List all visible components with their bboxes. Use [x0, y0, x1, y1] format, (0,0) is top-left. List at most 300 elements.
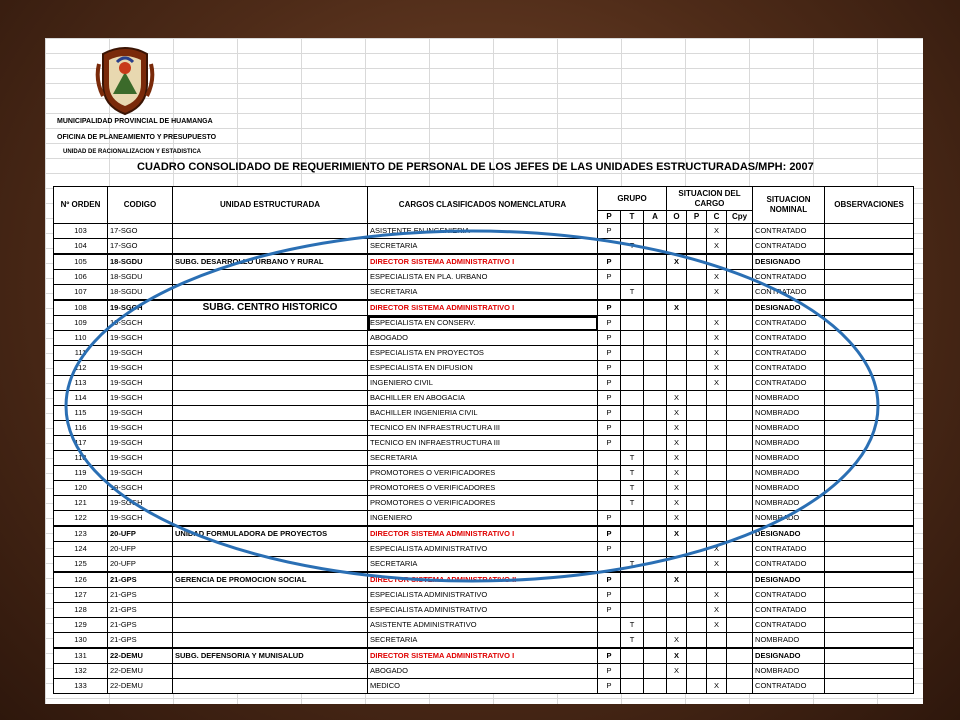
- cell-obs[interactable]: [825, 481, 914, 496]
- cell-codigo[interactable]: 19-SGCH: [108, 496, 173, 511]
- cell-sc[interactable]: [707, 664, 727, 679]
- cell-sc[interactable]: X: [707, 618, 727, 633]
- cell-obs[interactable]: [825, 588, 914, 603]
- cell-unidad[interactable]: [173, 239, 368, 255]
- cell-orden[interactable]: 119: [54, 466, 108, 481]
- cell-gt[interactable]: [621, 588, 644, 603]
- cell-orden[interactable]: 116: [54, 421, 108, 436]
- cell-orden[interactable]: 110: [54, 331, 108, 346]
- cell-unidad[interactable]: [173, 664, 368, 679]
- cell-scpy[interactable]: [727, 618, 753, 633]
- cell-unidad[interactable]: SUBG. CENTRO HISTORICO: [173, 300, 368, 316]
- cell-nominal[interactable]: CONTRATADO: [753, 618, 825, 633]
- cell-ga[interactable]: [644, 664, 667, 679]
- cell-so[interactable]: X: [667, 664, 687, 679]
- cell-codigo[interactable]: 21-GPS: [108, 588, 173, 603]
- cell-gt[interactable]: [621, 421, 644, 436]
- cell-sp[interactable]: [687, 300, 707, 316]
- cell-cargo[interactable]: ABOGADO: [368, 664, 598, 679]
- cell-orden[interactable]: 122: [54, 511, 108, 527]
- cell-scpy[interactable]: [727, 316, 753, 331]
- cell-gp[interactable]: P: [598, 542, 621, 557]
- cell-gp[interactable]: P: [598, 664, 621, 679]
- cell-scpy[interactable]: [727, 542, 753, 557]
- cell-orden[interactable]: 105: [54, 254, 108, 270]
- cell-codigo[interactable]: 19-SGCH: [108, 511, 173, 527]
- col-grupo-a[interactable]: A: [644, 211, 667, 224]
- cell-obs[interactable]: [825, 285, 914, 301]
- cell-orden[interactable]: 107: [54, 285, 108, 301]
- cell-cargo[interactable]: ABOGADO: [368, 331, 598, 346]
- cell-cargo[interactable]: INGENIERO CIVIL: [368, 376, 598, 391]
- cell-obs[interactable]: [825, 496, 914, 511]
- cell-unidad[interactable]: [173, 466, 368, 481]
- cell-gt[interactable]: T: [621, 451, 644, 466]
- cell-scpy[interactable]: [727, 224, 753, 239]
- cell-cargo[interactable]: DIRECTOR SISTEMA ADMINISTRATIVO I: [368, 648, 598, 664]
- cell-nominal[interactable]: DESIGNADO: [753, 254, 825, 270]
- cell-so[interactable]: X: [667, 496, 687, 511]
- cell-gt[interactable]: [621, 436, 644, 451]
- cell-unidad[interactable]: [173, 270, 368, 285]
- cell-ga[interactable]: [644, 361, 667, 376]
- cell-sp[interactable]: [687, 285, 707, 301]
- cell-gt[interactable]: [621, 526, 644, 542]
- cell-sp[interactable]: [687, 331, 707, 346]
- cell-nominal[interactable]: NOMBRADO: [753, 664, 825, 679]
- cell-orden[interactable]: 129: [54, 618, 108, 633]
- cell-cargo[interactable]: ASISTENTE EN INGENIERIA: [368, 224, 598, 239]
- cell-obs[interactable]: [825, 679, 914, 694]
- cell-unidad[interactable]: [173, 361, 368, 376]
- cell-so[interactable]: X: [667, 511, 687, 527]
- cell-cargo[interactable]: PROMOTORES O VERIFICADORES: [368, 466, 598, 481]
- cell-so[interactable]: [667, 618, 687, 633]
- cell-ga[interactable]: [644, 391, 667, 406]
- cell-codigo[interactable]: 19-SGCH: [108, 406, 173, 421]
- cell-gp[interactable]: P: [598, 526, 621, 542]
- cell-cargo[interactable]: DIRECTOR SISTEMA ADMINISTRATIVO I: [368, 526, 598, 542]
- cell-gp[interactable]: P: [598, 588, 621, 603]
- cell-orden[interactable]: 104: [54, 239, 108, 255]
- cell-codigo[interactable]: 20-UFP: [108, 557, 173, 573]
- cell-cargo[interactable]: PROMOTORES O VERIFICADORES: [368, 496, 598, 511]
- cell-sp[interactable]: [687, 436, 707, 451]
- cell-so[interactable]: [667, 679, 687, 694]
- cell-orden[interactable]: 106: [54, 270, 108, 285]
- cell-codigo[interactable]: 17-SGO: [108, 239, 173, 255]
- cell-scpy[interactable]: [727, 285, 753, 301]
- cell-unidad[interactable]: [173, 285, 368, 301]
- cell-nominal[interactable]: DESIGNADO: [753, 526, 825, 542]
- cell-ga[interactable]: [644, 557, 667, 573]
- cell-sp[interactable]: [687, 526, 707, 542]
- cell-sp[interactable]: [687, 406, 707, 421]
- col-grupo[interactable]: GRUPO: [598, 187, 667, 211]
- cell-sp[interactable]: [687, 270, 707, 285]
- cell-codigo[interactable]: 19-SGCH: [108, 361, 173, 376]
- cell-gp[interactable]: P: [598, 511, 621, 527]
- cell-codigo[interactable]: 19-SGCH: [108, 421, 173, 436]
- cell-obs[interactable]: [825, 542, 914, 557]
- cell-gt[interactable]: [621, 361, 644, 376]
- cell-so[interactable]: [667, 588, 687, 603]
- cell-gp[interactable]: [598, 496, 621, 511]
- cell-unidad[interactable]: SUBG. DEFENSORIA Y MUNISALUD: [173, 648, 368, 664]
- cell-gt[interactable]: [621, 224, 644, 239]
- cell-so[interactable]: [667, 361, 687, 376]
- cell-ga[interactable]: [644, 254, 667, 270]
- cell-scpy[interactable]: [727, 270, 753, 285]
- col-unidad[interactable]: UNIDAD ESTRUCTURADA: [173, 187, 368, 224]
- cell-scpy[interactable]: [727, 481, 753, 496]
- cell-sp[interactable]: [687, 664, 707, 679]
- cell-cargo[interactable]: BACHILLER INGENIERIA CIVIL: [368, 406, 598, 421]
- cell-sp[interactable]: [687, 511, 707, 527]
- cell-cargo[interactable]: SECRETARIA: [368, 239, 598, 255]
- cell-cargo[interactable]: DIRECTOR SISTEMA ADMINISTRATIVO II: [368, 572, 598, 588]
- cell-sc[interactable]: [707, 421, 727, 436]
- cell-orden[interactable]: 126: [54, 572, 108, 588]
- cell-so[interactable]: [667, 603, 687, 618]
- cell-codigo[interactable]: 20-UFP: [108, 526, 173, 542]
- cell-gt[interactable]: T: [621, 466, 644, 481]
- cell-cargo[interactable]: INGENIERO: [368, 511, 598, 527]
- cell-obs[interactable]: [825, 511, 914, 527]
- cell-sc[interactable]: [707, 648, 727, 664]
- cell-nominal[interactable]: NOMBRADO: [753, 633, 825, 649]
- cell-unidad[interactable]: [173, 618, 368, 633]
- cell-orden[interactable]: 117: [54, 436, 108, 451]
- cell-codigo[interactable]: 18-SGDU: [108, 285, 173, 301]
- cell-gp[interactable]: P: [598, 316, 621, 331]
- cell-gt[interactable]: [621, 648, 644, 664]
- cell-orden[interactable]: 113: [54, 376, 108, 391]
- cell-unidad[interactable]: GERENCIA DE PROMOCION SOCIAL: [173, 572, 368, 588]
- cell-cargo[interactable]: ESPECIALISTA EN PLA. URBANO: [368, 270, 598, 285]
- cell-ga[interactable]: [644, 239, 667, 255]
- cell-obs[interactable]: [825, 316, 914, 331]
- cell-nominal[interactable]: CONTRATADO: [753, 285, 825, 301]
- cell-sp[interactable]: [687, 421, 707, 436]
- cell-cargo[interactable]: ESPECIALISTA ADMINISTRATIVO: [368, 588, 598, 603]
- col-sit-c[interactable]: C: [707, 211, 727, 224]
- cell-codigo[interactable]: 21-GPS: [108, 633, 173, 649]
- cell-unidad[interactable]: [173, 224, 368, 239]
- cell-orden[interactable]: 124: [54, 542, 108, 557]
- cell-gt[interactable]: [621, 511, 644, 527]
- cell-sp[interactable]: [687, 451, 707, 466]
- cell-gp[interactable]: [598, 466, 621, 481]
- cell-orden[interactable]: 123: [54, 526, 108, 542]
- cell-obs[interactable]: [825, 346, 914, 361]
- cell-obs[interactable]: [825, 648, 914, 664]
- cell-cargo[interactable]: SECRETARIA: [368, 451, 598, 466]
- cell-cargo[interactable]: ESPECIALISTA EN PROYECTOS: [368, 346, 598, 361]
- cell-gp[interactable]: [598, 618, 621, 633]
- cell-unidad[interactable]: [173, 406, 368, 421]
- cell-scpy[interactable]: [727, 436, 753, 451]
- cell-sc[interactable]: X: [707, 376, 727, 391]
- cell-sc[interactable]: X: [707, 224, 727, 239]
- cell-so[interactable]: [667, 270, 687, 285]
- cell-sc[interactable]: X: [707, 557, 727, 573]
- cell-sp[interactable]: [687, 588, 707, 603]
- cell-nominal[interactable]: NOMBRADO: [753, 466, 825, 481]
- cell-so[interactable]: X: [667, 406, 687, 421]
- col-observaciones[interactable]: OBSERVACIONES: [825, 187, 914, 224]
- cell-sp[interactable]: [687, 481, 707, 496]
- cell-unidad[interactable]: [173, 391, 368, 406]
- col-situacion-nominal[interactable]: SITUACION NOMINAL: [753, 187, 825, 224]
- cell-unidad[interactable]: [173, 481, 368, 496]
- cell-sc[interactable]: [707, 466, 727, 481]
- cell-so[interactable]: X: [667, 436, 687, 451]
- cell-ga[interactable]: [644, 466, 667, 481]
- cell-sc[interactable]: X: [707, 346, 727, 361]
- cell-gt[interactable]: [621, 254, 644, 270]
- cell-orden[interactable]: 130: [54, 633, 108, 649]
- cell-obs[interactable]: [825, 436, 914, 451]
- cell-gp[interactable]: P: [598, 648, 621, 664]
- cell-gt[interactable]: T: [621, 496, 644, 511]
- cell-nominal[interactable]: CONTRATADO: [753, 270, 825, 285]
- cell-so[interactable]: X: [667, 254, 687, 270]
- cell-cargo[interactable]: SECRETARIA: [368, 557, 598, 573]
- cell-sc[interactable]: [707, 481, 727, 496]
- cell-codigo[interactable]: 20-UFP: [108, 542, 173, 557]
- cell-sp[interactable]: [687, 361, 707, 376]
- cell-cargo[interactable]: SECRETARIA: [368, 633, 598, 649]
- cell-so[interactable]: X: [667, 391, 687, 406]
- cell-gp[interactable]: [598, 239, 621, 255]
- cell-sc[interactable]: [707, 572, 727, 588]
- cell-so[interactable]: [667, 239, 687, 255]
- cell-gt[interactable]: [621, 331, 644, 346]
- cell-obs[interactable]: [825, 557, 914, 573]
- cell-nominal[interactable]: DESIGNADO: [753, 648, 825, 664]
- cell-sp[interactable]: [687, 466, 707, 481]
- cell-obs[interactable]: [825, 300, 914, 316]
- cell-sc[interactable]: X: [707, 331, 727, 346]
- cell-sc[interactable]: [707, 526, 727, 542]
- cell-gp[interactable]: P: [598, 421, 621, 436]
- cell-gp[interactable]: P: [598, 331, 621, 346]
- cell-obs[interactable]: [825, 254, 914, 270]
- cell-gt[interactable]: [621, 664, 644, 679]
- cell-obs[interactable]: [825, 391, 914, 406]
- cell-codigo[interactable]: 22-DEMU: [108, 664, 173, 679]
- cell-nominal[interactable]: NOMBRADO: [753, 481, 825, 496]
- cell-unidad[interactable]: SUBG. DESARROLLO URBANO Y RURAL: [173, 254, 368, 270]
- cell-ga[interactable]: [644, 421, 667, 436]
- cell-sp[interactable]: [687, 679, 707, 694]
- cell-cargo[interactable]: ESPECIALISTA EN DIFUSION: [368, 361, 598, 376]
- cell-cargo[interactable]: MEDICO: [368, 679, 598, 694]
- cell-sp[interactable]: [687, 618, 707, 633]
- cell-sc[interactable]: [707, 511, 727, 527]
- cell-cargo[interactable]: ESPECIALISTA EN CONSERV.: [368, 316, 598, 331]
- cell-nominal[interactable]: NOMBRADO: [753, 391, 825, 406]
- cell-gp[interactable]: P: [598, 270, 621, 285]
- cell-ga[interactable]: [644, 300, 667, 316]
- cell-so[interactable]: X: [667, 633, 687, 649]
- cell-ga[interactable]: [644, 285, 667, 301]
- cell-sc[interactable]: [707, 496, 727, 511]
- cell-ga[interactable]: [644, 436, 667, 451]
- cell-nominal[interactable]: NOMBRADO: [753, 421, 825, 436]
- cell-scpy[interactable]: [727, 511, 753, 527]
- cell-ga[interactable]: [644, 331, 667, 346]
- cell-ga[interactable]: [644, 496, 667, 511]
- cell-gp[interactable]: P: [598, 436, 621, 451]
- cell-obs[interactable]: [825, 618, 914, 633]
- cell-orden[interactable]: 118: [54, 451, 108, 466]
- cell-sc[interactable]: X: [707, 542, 727, 557]
- cell-ga[interactable]: [644, 451, 667, 466]
- cell-unidad[interactable]: [173, 588, 368, 603]
- cell-nominal[interactable]: CONTRATADO: [753, 542, 825, 557]
- cell-scpy[interactable]: [727, 239, 753, 255]
- cell-scpy[interactable]: [727, 346, 753, 361]
- cell-orden[interactable]: 120: [54, 481, 108, 496]
- cell-sp[interactable]: [687, 603, 707, 618]
- cell-unidad[interactable]: [173, 633, 368, 649]
- col-cargos[interactable]: CARGOS CLASIFICADOS NOMENCLATURA: [368, 187, 598, 224]
- cell-so[interactable]: X: [667, 481, 687, 496]
- col-sit-p[interactable]: P: [687, 211, 707, 224]
- cell-gp[interactable]: [598, 633, 621, 649]
- cell-scpy[interactable]: [727, 603, 753, 618]
- cell-sp[interactable]: [687, 633, 707, 649]
- col-grupo-t[interactable]: T: [621, 211, 644, 224]
- cell-sp[interactable]: [687, 542, 707, 557]
- col-grupo-p[interactable]: P: [598, 211, 621, 224]
- cell-orden[interactable]: 131: [54, 648, 108, 664]
- cell-obs[interactable]: [825, 331, 914, 346]
- cell-ga[interactable]: [644, 618, 667, 633]
- cell-codigo[interactable]: 19-SGCH: [108, 376, 173, 391]
- cell-cargo[interactable]: ESPECIALISTA ADMINISTRATIVO: [368, 603, 598, 618]
- cell-codigo[interactable]: 19-SGCH: [108, 316, 173, 331]
- cell-nominal[interactable]: DESIGNADO: [753, 572, 825, 588]
- cell-codigo[interactable]: 17-SGO: [108, 224, 173, 239]
- cell-ga[interactable]: [644, 526, 667, 542]
- cell-nominal[interactable]: CONTRATADO: [753, 239, 825, 255]
- cell-unidad[interactable]: [173, 331, 368, 346]
- cell-gp[interactable]: P: [598, 376, 621, 391]
- cell-codigo[interactable]: 19-SGCH: [108, 391, 173, 406]
- cell-so[interactable]: [667, 224, 687, 239]
- cell-sc[interactable]: X: [707, 588, 727, 603]
- cell-ga[interactable]: [644, 270, 667, 285]
- cell-gp[interactable]: P: [598, 603, 621, 618]
- cell-orden[interactable]: 128: [54, 603, 108, 618]
- cell-unidad[interactable]: [173, 679, 368, 694]
- cell-scpy[interactable]: [727, 588, 753, 603]
- cell-gt[interactable]: [621, 572, 644, 588]
- cell-so[interactable]: X: [667, 421, 687, 436]
- cell-obs[interactable]: [825, 376, 914, 391]
- cell-ga[interactable]: [644, 572, 667, 588]
- cell-sc[interactable]: [707, 391, 727, 406]
- cell-ga[interactable]: [644, 679, 667, 694]
- cell-nominal[interactable]: CONTRATADO: [753, 679, 825, 694]
- cell-sc[interactable]: X: [707, 361, 727, 376]
- cell-nominal[interactable]: NOMBRADO: [753, 496, 825, 511]
- cell-sc[interactable]: [707, 633, 727, 649]
- cell-orden[interactable]: 114: [54, 391, 108, 406]
- cell-gt[interactable]: T: [621, 618, 644, 633]
- cell-scpy[interactable]: [727, 406, 753, 421]
- cell-ga[interactable]: [644, 588, 667, 603]
- cell-obs[interactable]: [825, 361, 914, 376]
- cell-gt[interactable]: [621, 316, 644, 331]
- cell-codigo[interactable]: 19-SGCH: [108, 436, 173, 451]
- cell-ga[interactable]: [644, 376, 667, 391]
- cell-ga[interactable]: [644, 542, 667, 557]
- cell-gp[interactable]: [598, 481, 621, 496]
- cell-codigo[interactable]: 18-SGDU: [108, 254, 173, 270]
- cell-scpy[interactable]: [727, 391, 753, 406]
- cell-codigo[interactable]: 19-SGCH: [108, 300, 173, 316]
- cell-gt[interactable]: [621, 542, 644, 557]
- cell-unidad[interactable]: [173, 557, 368, 573]
- cell-orden[interactable]: 112: [54, 361, 108, 376]
- cell-nominal[interactable]: CONTRATADO: [753, 557, 825, 573]
- cell-obs[interactable]: [825, 633, 914, 649]
- cell-cargo[interactable]: ESPECIALISTA ADMINISTRATIVO: [368, 542, 598, 557]
- cell-obs[interactable]: [825, 572, 914, 588]
- cell-scpy[interactable]: [727, 466, 753, 481]
- cell-orden[interactable]: 115: [54, 406, 108, 421]
- cell-gp[interactable]: [598, 285, 621, 301]
- cell-sp[interactable]: [687, 557, 707, 573]
- cell-gt[interactable]: [621, 270, 644, 285]
- cell-gp[interactable]: P: [598, 254, 621, 270]
- cell-scpy[interactable]: [727, 633, 753, 649]
- cell-ga[interactable]: [644, 511, 667, 527]
- cell-scpy[interactable]: [727, 648, 753, 664]
- cell-so[interactable]: X: [667, 300, 687, 316]
- cell-obs[interactable]: [825, 451, 914, 466]
- cell-so[interactable]: [667, 542, 687, 557]
- cell-ga[interactable]: [644, 346, 667, 361]
- cell-cargo[interactable]: DIRECTOR SISTEMA ADMINISTRATIVO I: [368, 300, 598, 316]
- cell-obs[interactable]: [825, 664, 914, 679]
- cell-nominal[interactable]: CONTRATADO: [753, 316, 825, 331]
- cell-gp[interactable]: [598, 451, 621, 466]
- cell-cargo[interactable]: ASISTENTE ADMINISTRATIVO: [368, 618, 598, 633]
- cell-ga[interactable]: [644, 481, 667, 496]
- cell-gt[interactable]: [621, 406, 644, 421]
- cell-so[interactable]: [667, 331, 687, 346]
- cell-orden[interactable]: 103: [54, 224, 108, 239]
- cell-scpy[interactable]: [727, 664, 753, 679]
- cell-orden[interactable]: 127: [54, 588, 108, 603]
- cell-so[interactable]: X: [667, 526, 687, 542]
- cell-codigo[interactable]: 19-SGCH: [108, 466, 173, 481]
- cell-gp[interactable]: [598, 557, 621, 573]
- cell-scpy[interactable]: [727, 300, 753, 316]
- cell-orden[interactable]: 125: [54, 557, 108, 573]
- cell-sp[interactable]: [687, 496, 707, 511]
- cell-codigo[interactable]: 18-SGDU: [108, 270, 173, 285]
- cell-scpy[interactable]: [727, 496, 753, 511]
- cell-scpy[interactable]: [727, 557, 753, 573]
- cell-ga[interactable]: [644, 406, 667, 421]
- cell-sp[interactable]: [687, 648, 707, 664]
